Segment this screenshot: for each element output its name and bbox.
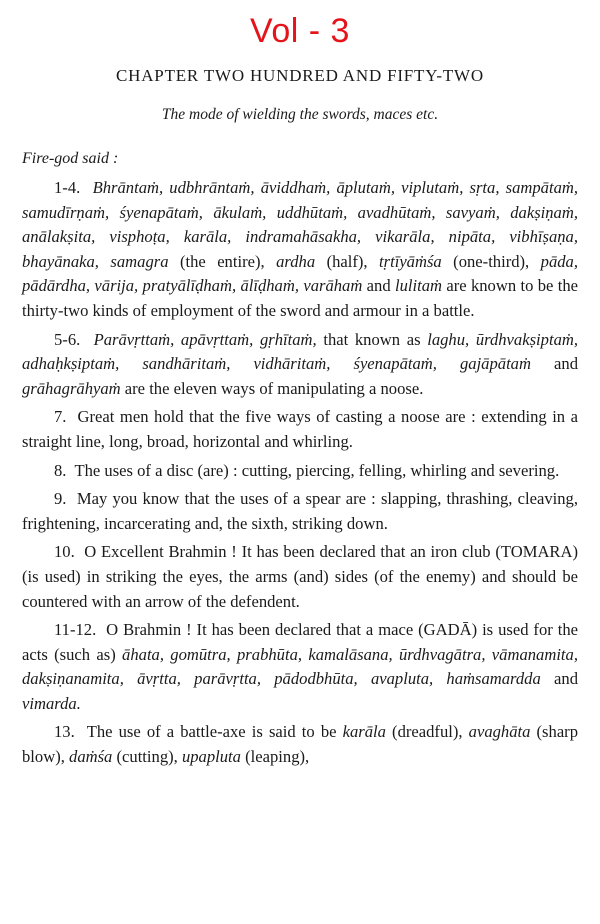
- verse-term: karāla: [342, 722, 386, 742]
- verse-term: Parāvṛttaṁ, apāvṛttaṁ, gṛhītaṁ,: [93, 329, 317, 349]
- verse-term: daṁśa: [69, 747, 113, 767]
- verse-paragraph: [22, 540, 578, 614]
- chapter-title: CHAPTER TWO HUNDRED AND FIFTY-TWO: [116, 66, 484, 85]
- verse-term: vimarda.: [22, 693, 81, 713]
- verse-text: are the eleven ways of manipulating a noose.: [120, 378, 424, 398]
- verse-term: grāhagrāhyaṁ: [22, 378, 121, 398]
- verse-term: lulitaṁ: [394, 276, 443, 296]
- verse-number: 1-4.: [54, 178, 81, 197]
- verse-number: 10.: [54, 542, 75, 562]
- verse-text: and: [362, 276, 395, 296]
- verse-text: O Excellent Brahmin ! It has been declared that an iron club (TOMARA) (is used) in striking the eyes, the arms (and) sides (of the enemy) and should be countered with an arrow of the defendent.: [22, 542, 579, 611]
- verse-paragraph: [22, 176, 578, 324]
- verse-number: 5-6.: [54, 329, 81, 349]
- verse-text: May you know that the uses of a spear are : slapping, thrashing, cleaving, frightening, incarcerating and, the sixth, striking down.: [22, 489, 578, 533]
- verse-term: upapluta: [181, 747, 241, 767]
- verse-body: [22, 176, 578, 774]
- verse-paragraph: [22, 459, 578, 484]
- verse-text: The use of a battle-axe is said to be: [86, 722, 343, 742]
- verse-number: 9.: [54, 489, 67, 509]
- verse-paragraph: [22, 328, 578, 402]
- verse-number: 7.: [54, 407, 67, 427]
- chapter-subtitle: The mode of wielding the swords, maces etc.: [161, 106, 439, 123]
- speaker-line: Fire-god said :: [22, 150, 119, 167]
- verse-text: (cutting),: [112, 747, 182, 767]
- verse-number: 13.: [54, 722, 75, 742]
- verse-paragraph: [22, 618, 578, 716]
- volume-label: Vol - 3: [250, 12, 350, 50]
- verse-text: (dreadful),: [385, 722, 469, 742]
- verse-paragraph: [22, 405, 578, 454]
- verse-text: and: [540, 669, 578, 689]
- verse-term: Bhrāntaṁ, udbhrāntaṁ, āviddhaṁ, āplutaṁ, viplutaṁ, sṛta, sampātaṁ, samudīrṇaṁ, śyenapātaṁ, ākulaṁ, uddhūtaṁ, avadhūtaṁ, savyaṁ, dakṣiṇaṁ, anālakṣita, visphoṭa, karāla, indramahāsakha, vikarāla, nipāta, vibhīṣaṇa, bhayānaka, samagra: [22, 178, 579, 271]
- verse-term: āhata, gomūtra, prabhūta, kamalāsana, ūrdhvagātra, vāmanamita, dakṣiṇanamita, āvṛtta, parāvṛtta, pādodbhūta, avapluta, haṁsamardda: [22, 644, 578, 689]
- verse-term: ardha: [276, 251, 316, 271]
- verse-text: (one-third),: [441, 251, 541, 271]
- verse-text: are known to be the thirty-two kinds of employment of the sword and armour in a battle.: [22, 276, 578, 320]
- verse-text: (sharp blow),: [22, 722, 579, 767]
- verse-text: (leaping),: [240, 747, 310, 767]
- verse-text: (half),: [315, 251, 380, 271]
- verse-number: 11-12.: [54, 620, 97, 640]
- verse-text: Great men hold that the five ways of casting a noose are : extending in a straight line, long, broad, horizontal and whirling.: [22, 407, 579, 451]
- verse-paragraph: [22, 720, 578, 769]
- verse-text: that known as: [316, 329, 428, 349]
- verse-term: avaghāta: [468, 722, 531, 742]
- verse-paragraph: [22, 487, 578, 536]
- verse-number: 8.: [54, 460, 67, 480]
- verse-term: laghu, ūrdhvakṣiptaṁ, adhaḥkṣiptaṁ, sandhāritaṁ, vidhāritaṁ, śyenapātaṁ, gajāpātaṁ: [22, 329, 578, 374]
- verse-term: tṛtīyāṁśa: [379, 251, 442, 271]
- verse-term: pāda, pādārdha, vārija, pratyālīḍhaṁ, ālīḍhaṁ, varāhaṁ: [22, 251, 578, 296]
- verse-text: (the entire),: [168, 251, 277, 271]
- verse-text: The uses of a disc (are) : cutting, piercing, felling, whirling and severing.: [74, 460, 560, 480]
- verse-text: O Brahmin ! It has been declared that a mace (GADĀ) is used for the acts (such as): [22, 620, 578, 664]
- verse-text: and: [530, 354, 578, 374]
